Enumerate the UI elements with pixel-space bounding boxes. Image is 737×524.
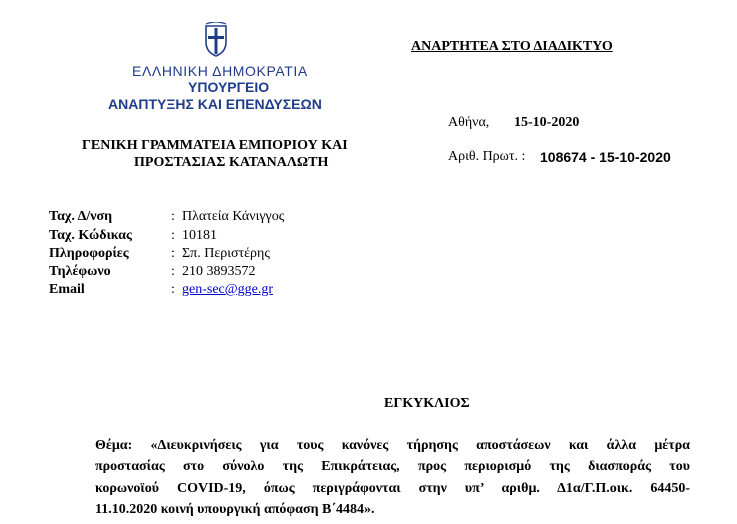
phone-label: Τηλέφωνο <box>49 264 111 279</box>
info-person-label: Πληροφορίες <box>49 246 129 261</box>
info-person-value: Σπ. Περιστέρης <box>182 246 270 261</box>
date-value: 15-10-2020 <box>514 115 580 130</box>
ministry-name-line2: ΑΝΑΠΤΥΞΗΣ ΚΑΙ ΕΠΕΝΔΥΣΕΩΝ <box>108 96 322 112</box>
subject-paragraph <box>95 435 690 520</box>
email-colon: : <box>171 282 175 297</box>
subject-line: κορωνοϊού COVID-19, όπως περιγράφονται στην υπ’ αριθμ. Δ1α/Γ.Π.οικ. 64450- <box>95 480 690 496</box>
email-link[interactable]: gen-sec@gge.gr <box>182 282 274 297</box>
subject-line: Θέμα: «Διευκρινήσεις για τους κανόνες τήρησης αποστάσεων και άλλα μέτρα <box>95 438 690 453</box>
circular-title: ΕΓΚΥΚΛΙΟΣ <box>384 396 470 411</box>
address-value: Πλατεία Κάνιγγος <box>182 209 285 224</box>
ministry-name: ΥΠΟΥΡΓΕΙΟ <box>188 79 270 95</box>
protocol-label: Αριθ. Πρωτ. : <box>448 149 526 164</box>
info-person-colon: : <box>171 246 175 261</box>
subject-line: προστασίας στο σύνολο της Επικράτειας, προς περιορισμό της διασποράς του <box>95 459 690 475</box>
address-label: Ταχ. Δ/νση <box>49 209 113 224</box>
postal-code-label: Ταχ. Κώδικας <box>49 228 132 243</box>
postal-code-colon: : <box>171 228 175 243</box>
subject-line: 11.10.2020 κοινή υπουργική απόφαση Β΄4484». <box>95 501 375 517</box>
republic-name: ΕΛΛΗΝΙΚΗ ΔΗΜΟΚΡΑΤΙΑ <box>132 63 308 79</box>
greek-coat-of-arms-icon <box>203 22 229 58</box>
phone-colon: : <box>171 264 175 279</box>
phone-value: 210 3893572 <box>182 264 256 279</box>
date-label: Αθήνα, <box>448 115 490 130</box>
secretariat-name-line2: ΠΡΟΣΤΑΣΙΑΣ ΚΑΤΑΝΑΛΩΤΗ <box>134 155 329 170</box>
protocol-value: 108674 - 15-10-2020 <box>540 149 671 165</box>
publish-note: ΑΝΑΡΤΗΤΕΑ ΣΤΟ ΔΙΑΔΙΚΤΥΟ <box>411 39 613 54</box>
postal-code-value: 10181 <box>182 228 217 243</box>
address-colon: : <box>171 209 175 224</box>
email-label: Email <box>49 282 85 297</box>
secretariat-name: ΓΕΝΙΚΗ ΓΡΑΜΜΑΤΕΙΑ ΕΜΠΟΡΙΟΥ ΚΑΙ <box>82 138 348 153</box>
